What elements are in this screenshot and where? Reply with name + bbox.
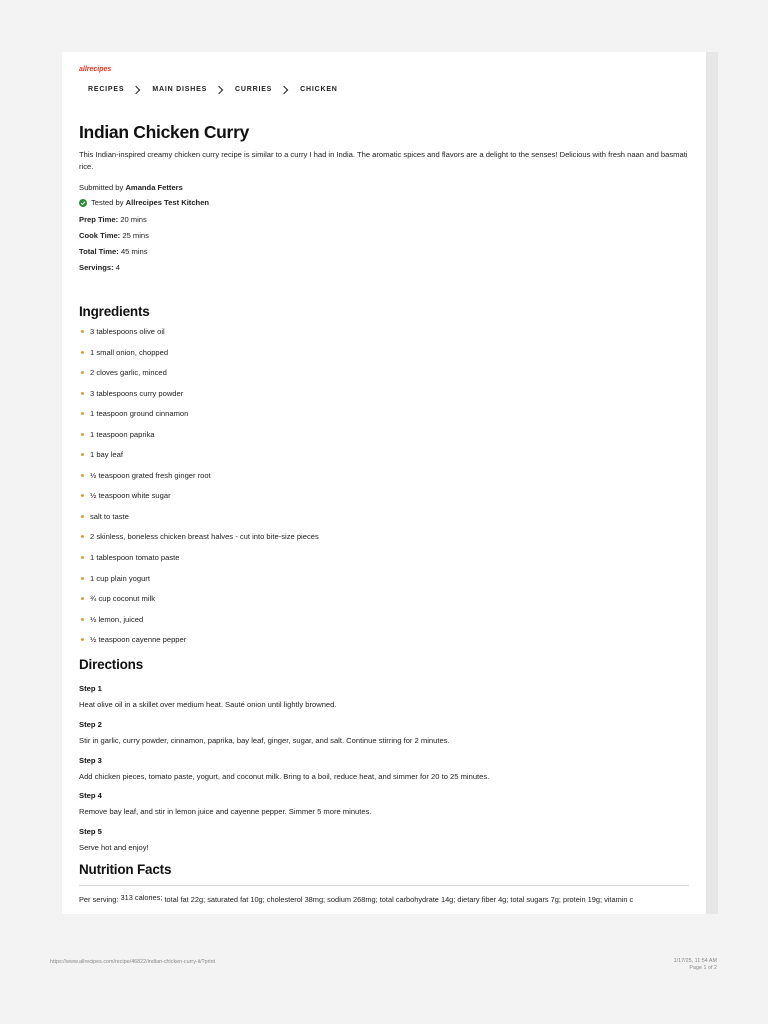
list-item: [79, 491, 319, 512]
ingredient-text: ¾ cup coconut milk: [90, 594, 155, 604]
tested-by-author[interactable]: Allrecipes Test Kitchen: [125, 198, 210, 207]
step-text: Add chicken pieces, tomato paste, yogurt, and coconut milk. Bring to a boil, reduce heat, and simmer for 20 to 25 minutes.: [79, 771, 490, 781]
bullet-icon: [81, 474, 84, 477]
directions-list: [79, 684, 691, 863]
bullet-icon: [81, 515, 84, 518]
servings-value: 4: [115, 263, 120, 272]
cook-time-value: 25 mins: [122, 231, 149, 240]
breadcrumb-recipes[interactable]: RECIPES: [88, 86, 125, 93]
list-item: [79, 368, 319, 389]
servings-label: Servings:: [79, 263, 114, 272]
check-badge-icon: [79, 199, 87, 207]
servings: [79, 263, 120, 272]
step-label: Step 2: [79, 719, 102, 729]
site-logo[interactable]: allrecipes: [79, 66, 112, 73]
bullet-icon: [81, 597, 84, 600]
ingredient-text: 2 skinless, boneless chicken breast halves - cut into bite-size pieces: [90, 532, 319, 542]
bullet-icon: [81, 618, 84, 621]
footer-datetime: 1/17/25, 11:54 AM: [673, 958, 717, 964]
step-text: Stir in garlic, curry powder, cinnamon, paprika, bay leaf, ginger, sugar, and salt. Continue stirring for 2 minutes.: [79, 735, 450, 745]
tested-by: [79, 198, 209, 207]
step-text: Heat olive oil in a skillet over medium heat. Sauté onion until lightly browned.: [79, 700, 337, 709]
bullet-icon: [81, 433, 84, 436]
step-label: Step 5: [79, 827, 102, 837]
breadcrumb-chicken[interactable]: CHICKEN: [300, 86, 338, 93]
step-label: Step 3: [79, 755, 102, 765]
breadcrumb-curries[interactable]: CURRIES: [235, 86, 273, 93]
ingredient-text: 3 tablespoons olive oil: [90, 327, 165, 336]
bullet-icon: [81, 330, 84, 333]
chevron-right-icon: [215, 85, 223, 93]
list-item: [79, 389, 319, 410]
calories-value: 313 calories;: [120, 895, 163, 902]
footer-meta: [640, 958, 717, 972]
list-item: [79, 615, 319, 636]
ingredient-text: 1 teaspoon ground cinnamon: [90, 409, 189, 419]
direction-step: [79, 827, 691, 863]
ingredient-text: ½ teaspoon cayenne pepper: [90, 635, 187, 645]
ingredients-list: [79, 327, 319, 656]
list-item: [79, 327, 319, 348]
nutrition-summary: [79, 895, 689, 904]
ingredient-text: ½ teaspoon white sugar: [90, 491, 171, 501]
list-item: [79, 471, 319, 492]
footer-page-number: Page 1 of 2: [689, 965, 717, 971]
page-edge: [706, 52, 718, 914]
recipe-description: This Indian-inspired creamy chicken curry recipe is similar to a curry I had in India. The aromatic spices and flavors are a delight to the senses! Delicious with fresh naan and basmati rice.: [79, 150, 688, 171]
step-label: Step 4: [79, 791, 102, 801]
submitted-by-author[interactable]: Amanda Fetters: [125, 183, 183, 192]
prep-time-value: 20 mins: [120, 215, 147, 224]
ingredient-text: 1 tablespoon tomato paste: [90, 553, 180, 563]
direction-step: [79, 684, 691, 720]
submitted-by-label: Submitted by: [79, 183, 124, 192]
list-item: [79, 409, 319, 430]
breadcrumb: [88, 86, 338, 93]
list-item: [79, 532, 319, 553]
list-item: [79, 635, 319, 656]
direction-step: [79, 791, 691, 827]
list-item: [79, 348, 319, 369]
ingredient-text: salt to taste: [90, 511, 129, 521]
chevron-right-icon: [280, 85, 288, 93]
nutrition-details: total fat 22g; saturated fat 10g; cholesterol 38mg; sodium 268mg; total carbohydrate 14g; dietary fiber 4g; total sugars 7g; protein 19g; vitamin c: [164, 895, 634, 904]
nutrition-heading: Nutrition Facts: [79, 862, 172, 877]
bullet-icon: [81, 392, 84, 395]
total-time-label: Total Time:: [79, 247, 119, 256]
per-serving-label: Per serving:: [79, 895, 119, 904]
bullet-icon: [81, 494, 84, 497]
bullet-icon: [81, 453, 84, 456]
ingredients-heading: Ingredients: [79, 304, 150, 319]
total-time: [79, 247, 148, 256]
ingredient-text: 3 tablespoons curry powder: [90, 388, 184, 398]
prep-time-label: Prep Time:: [79, 215, 119, 224]
list-item: [79, 512, 319, 533]
direction-step: [79, 756, 691, 792]
bullet-icon: [81, 556, 84, 559]
prep-time: [79, 215, 147, 224]
cook-time: [79, 231, 149, 240]
list-item: [79, 594, 319, 615]
submitted-by: [79, 183, 183, 192]
step-label: Step 1: [79, 684, 102, 693]
ingredient-text: 1 bay leaf: [90, 450, 123, 460]
list-item: [79, 430, 319, 451]
divider: [79, 885, 689, 886]
recipe-title: Indian Chicken Curry: [79, 122, 250, 142]
bullet-icon: [81, 371, 84, 374]
bullet-icon: [81, 577, 84, 580]
list-item: [79, 450, 319, 471]
bullet-icon: [81, 535, 84, 538]
cook-time-label: Cook Time:: [79, 231, 121, 240]
list-item: [79, 574, 319, 595]
direction-step: [79, 720, 691, 756]
list-item: [79, 553, 319, 574]
tested-by-label: Tested by: [91, 198, 124, 207]
print-page: [62, 52, 706, 914]
total-time-value: 45 mins: [120, 247, 148, 256]
ingredient-text: ½ teaspoon grated fresh ginger root: [90, 470, 211, 480]
ingredient-text: 1 small onion, chopped: [90, 347, 169, 357]
chevron-right-icon: [132, 85, 140, 93]
step-text: Remove bay leaf, and stir in lemon juice and cayenne pepper. Simmer 5 more minutes.: [79, 807, 372, 817]
ingredient-text: 1 cup plain yogurt: [90, 573, 150, 583]
directions-heading: Directions: [79, 657, 144, 672]
ingredient-text: 1 teaspoon paprika: [90, 429, 155, 439]
ingredient-text: ½ lemon, juiced: [90, 614, 144, 624]
ingredient-text: 2 cloves garlic, minced: [90, 368, 167, 378]
footer-url: https://www.allrecipes.com/recipe/46822/indian-chicken-curry-ii/?print: [50, 959, 216, 965]
step-text: Serve hot and enjoy!: [79, 843, 149, 853]
bullet-icon: [81, 412, 84, 415]
breadcrumb-main-dishes[interactable]: MAIN DISHES: [152, 86, 208, 93]
bullet-icon: [81, 638, 84, 641]
bullet-icon: [81, 351, 84, 354]
